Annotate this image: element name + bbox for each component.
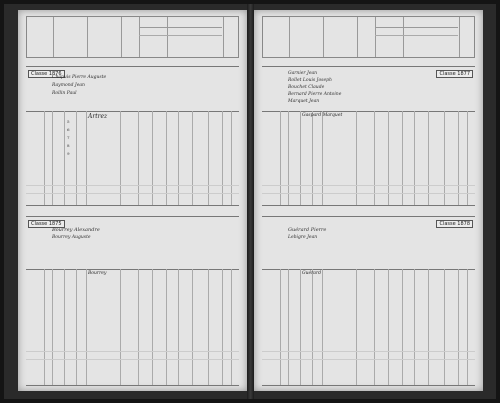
signature: Bourrey bbox=[88, 271, 107, 276]
entry-line: Guérard Pierre bbox=[288, 227, 327, 233]
entry-line: Bouchet Claude bbox=[288, 85, 325, 90]
row-value: 5 bbox=[67, 119, 70, 124]
signature: Artrez bbox=[88, 113, 108, 120]
right-page bbox=[254, 10, 483, 391]
right-header-table bbox=[262, 16, 475, 58]
signature: Gaspard Marquet bbox=[302, 113, 343, 118]
entry-line: Lebigre Jean bbox=[288, 235, 318, 240]
entry-line: Bourrey Auguste bbox=[52, 235, 91, 240]
right-top-section bbox=[262, 66, 475, 206]
entry-line: Raymond Jean bbox=[52, 83, 85, 88]
book-gutter bbox=[247, 4, 254, 399]
classe-label: Classe 1876 bbox=[28, 70, 65, 78]
entry-line: Bourrey Alexandre bbox=[52, 227, 100, 233]
left-header-table bbox=[26, 16, 239, 58]
entry-line: Garnier Jean bbox=[288, 71, 318, 76]
classe-label: Classe 1875 bbox=[28, 220, 65, 228]
row-value: 6 bbox=[67, 127, 70, 132]
classe-label: Classe 1877 bbox=[436, 70, 473, 78]
signature: Guérard bbox=[302, 271, 322, 276]
row-value: 7 bbox=[67, 135, 70, 140]
left-top-section bbox=[26, 66, 239, 206]
left-page bbox=[18, 10, 247, 391]
classe-label: Classe 1878 bbox=[436, 220, 473, 228]
row-value: 9 bbox=[67, 151, 70, 156]
entry-line: Rollet Louis Joseph bbox=[288, 78, 332, 83]
right-bottom-section bbox=[262, 216, 475, 386]
left-bottom-section bbox=[26, 216, 239, 386]
entry-line: Marquet Jean bbox=[288, 99, 320, 104]
entry-line: Chapuis Pierre Auguste bbox=[52, 75, 107, 80]
row-value: 8 bbox=[67, 143, 70, 148]
register-book bbox=[4, 4, 496, 399]
entry-line: Rollin Paul bbox=[52, 91, 77, 96]
entry-line: Bernard Pierre Antoine bbox=[288, 92, 342, 97]
